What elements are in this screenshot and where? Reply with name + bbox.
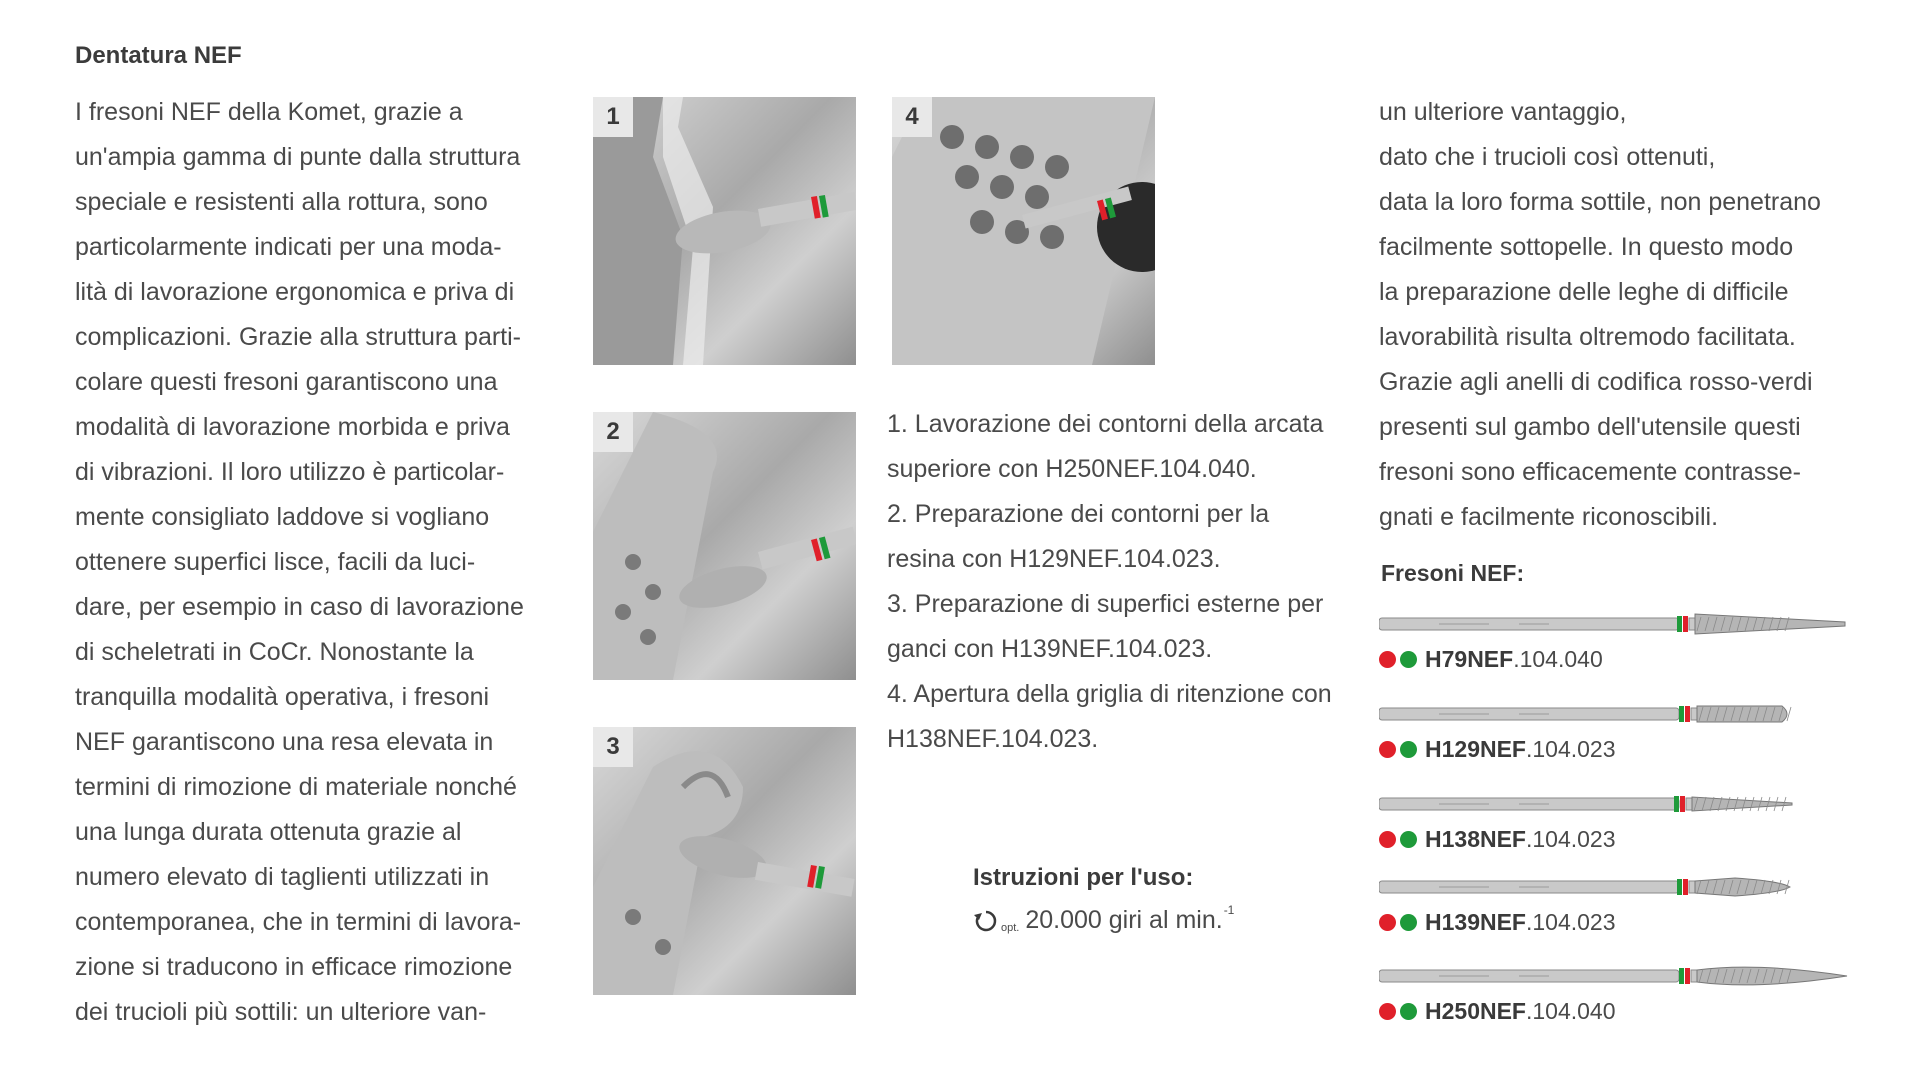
bur-illustration: [1379, 698, 1859, 734]
text-line: 1. Lavorazione dei contorni della arcata: [887, 410, 1324, 438]
text-line: ottenere superfici lisce, facili da luci-: [75, 548, 476, 576]
products-title: Fresoni NEF:: [1381, 560, 1525, 586]
photo-3: [593, 727, 856, 995]
text-line: gnati e facilmente riconoscibili.: [1379, 503, 1719, 531]
product-code-rest: .104.023: [1525, 736, 1616, 762]
photo-2-illustration: [593, 412, 856, 680]
green-ring-dot: [1400, 914, 1417, 931]
intro-column: [75, 36, 545, 1035]
text-line: lavorabilità risulta oltremodo facilitata.: [1379, 323, 1796, 351]
text-line: 4. Apertura della griglia di ritenzione con: [887, 680, 1332, 708]
product-code-main: H79NEF: [1425, 646, 1514, 672]
red-ring-dot: [1379, 831, 1396, 848]
text-line: resina con H129NEF.104.023.: [887, 545, 1221, 573]
text-line: colare questi fresoni garantiscono una: [75, 368, 498, 396]
text-line: contemporanea, che in termini di lavora-: [75, 908, 522, 936]
photo-captions: [887, 402, 1367, 762]
red-ring-dot: [1379, 1003, 1396, 1020]
bur-illustration: [1379, 608, 1859, 644]
section-title: Dentatura NEF: [75, 42, 242, 69]
product-h250nef: [1379, 960, 1859, 1040]
text-line: fresoni sono efficacemente contrasse-: [1379, 458, 1801, 486]
text-line: particolarmente indicati per una moda-: [75, 233, 502, 261]
text-line: di vibrazioni. Il loro utilizzo è particolar-: [75, 458, 505, 486]
text-line: una lunga durata ottenuta grazie al: [75, 818, 462, 846]
photo-2: [593, 412, 856, 680]
product-code: [1379, 909, 1616, 936]
photo-number: 1: [593, 97, 633, 137]
text-line: dei trucioli più sottili: un ulteriore van-: [75, 998, 487, 1026]
product-h79nef: [1379, 608, 1859, 688]
bur-illustration: [1379, 788, 1859, 824]
product-code-rest: .104.023: [1525, 909, 1616, 935]
photo-1-illustration: [593, 97, 856, 365]
green-ring-dot: [1400, 741, 1417, 758]
text-line: zione si traducono in efficace rimozione: [75, 953, 513, 981]
text-line: speciale e resistenti alla rottura, sono: [75, 188, 488, 216]
intro-text: [75, 90, 545, 1035]
photo-1: [593, 97, 856, 365]
photo-number: 3: [593, 727, 633, 767]
text-line: dato che i trucioli così ottenuti,: [1379, 143, 1716, 171]
instructions-title: Istruzioni per l'uso:: [973, 864, 1194, 891]
speed-value: 20.000 giri al min.: [1025, 906, 1223, 934]
text-line: I fresoni NEF della Komet, grazie a: [75, 98, 463, 126]
bur-illustration: [1379, 960, 1859, 996]
continuation-column: [1379, 90, 1879, 540]
photo-4: [892, 97, 1155, 365]
text-line: 3. Preparazione di superfici esterne per: [887, 590, 1324, 618]
product-h138nef: [1379, 788, 1859, 868]
usage-instructions: [973, 858, 1234, 943]
text-line: dare, per esempio in caso di lavorazione: [75, 593, 524, 621]
text-line: data la loro forma sottile, non penetrano: [1379, 188, 1821, 216]
text-line: superiore con H250NEF.104.040.: [887, 455, 1257, 483]
product-code-main: H139NEF: [1425, 909, 1526, 935]
product-h129nef: [1379, 698, 1859, 778]
text-line: complicazioni. Grazie alla struttura parti-: [75, 323, 521, 351]
speed-exponent: -1: [1223, 903, 1235, 917]
green-ring-dot: [1400, 831, 1417, 848]
product-code-rest: .104.023: [1525, 826, 1616, 852]
rotation-icon: [973, 908, 999, 934]
red-ring-dot: [1379, 651, 1396, 668]
product-code-main: H250NEF: [1425, 998, 1526, 1024]
green-ring-dot: [1400, 1003, 1417, 1020]
text-line: ganci con H139NEF.104.023.: [887, 635, 1213, 663]
product-code: [1379, 826, 1616, 853]
product-code: [1379, 998, 1616, 1025]
bur-illustration: [1379, 871, 1859, 907]
photo-3-illustration: [593, 727, 856, 995]
text-line: H138NEF.104.023.: [887, 725, 1099, 753]
text-line: tranquilla modalità operativa, i fresoni: [75, 683, 490, 711]
text-line: presenti sul gambo dell'utensile questi: [1379, 413, 1801, 441]
text-line: termini di rimozione di materiale nonché: [75, 773, 517, 801]
product-code-rest: .104.040: [1513, 646, 1603, 672]
text-line: Grazie agli anelli di codifica rosso-verdi: [1379, 368, 1813, 396]
photo-number: 4: [892, 97, 932, 137]
product-h139nef: [1379, 871, 1859, 951]
text-line: un ulteriore vantaggio,: [1379, 98, 1627, 126]
green-ring-dot: [1400, 651, 1417, 668]
text-line: modalità di lavorazione morbida e priva: [75, 413, 510, 441]
photo-number: 2: [593, 412, 633, 452]
opt-label: opt.: [1001, 922, 1020, 934]
text-line: di scheletrati in CoCr. Nonostante la: [75, 638, 474, 666]
text-line: la preparazione delle leghe di difficile: [1379, 278, 1789, 306]
text-line: 2. Preparazione dei contorni per la: [887, 500, 1270, 528]
product-code-rest: .104.040: [1525, 998, 1616, 1024]
speed-line: [973, 898, 1234, 943]
text-line: lità di lavorazione ergonomica e priva di: [75, 278, 515, 306]
red-ring-dot: [1379, 741, 1396, 758]
product-code-main: H138NEF: [1425, 826, 1526, 852]
text-line: numero elevato di taglienti utilizzati in: [75, 863, 490, 891]
product-code: [1379, 646, 1603, 673]
text-line: NEF garantiscono una resa elevata in: [75, 728, 494, 756]
photo-4-illustration: [892, 97, 1155, 365]
text-line: facilmente sottopelle. In questo modo: [1379, 233, 1794, 261]
text-line: un'ampia gamma di punte dalla struttura: [75, 143, 521, 171]
text-line: mente consigliato laddove si vogliano: [75, 503, 490, 531]
product-code: [1379, 736, 1616, 763]
product-code-main: H129NEF: [1425, 736, 1526, 762]
red-ring-dot: [1379, 914, 1396, 931]
